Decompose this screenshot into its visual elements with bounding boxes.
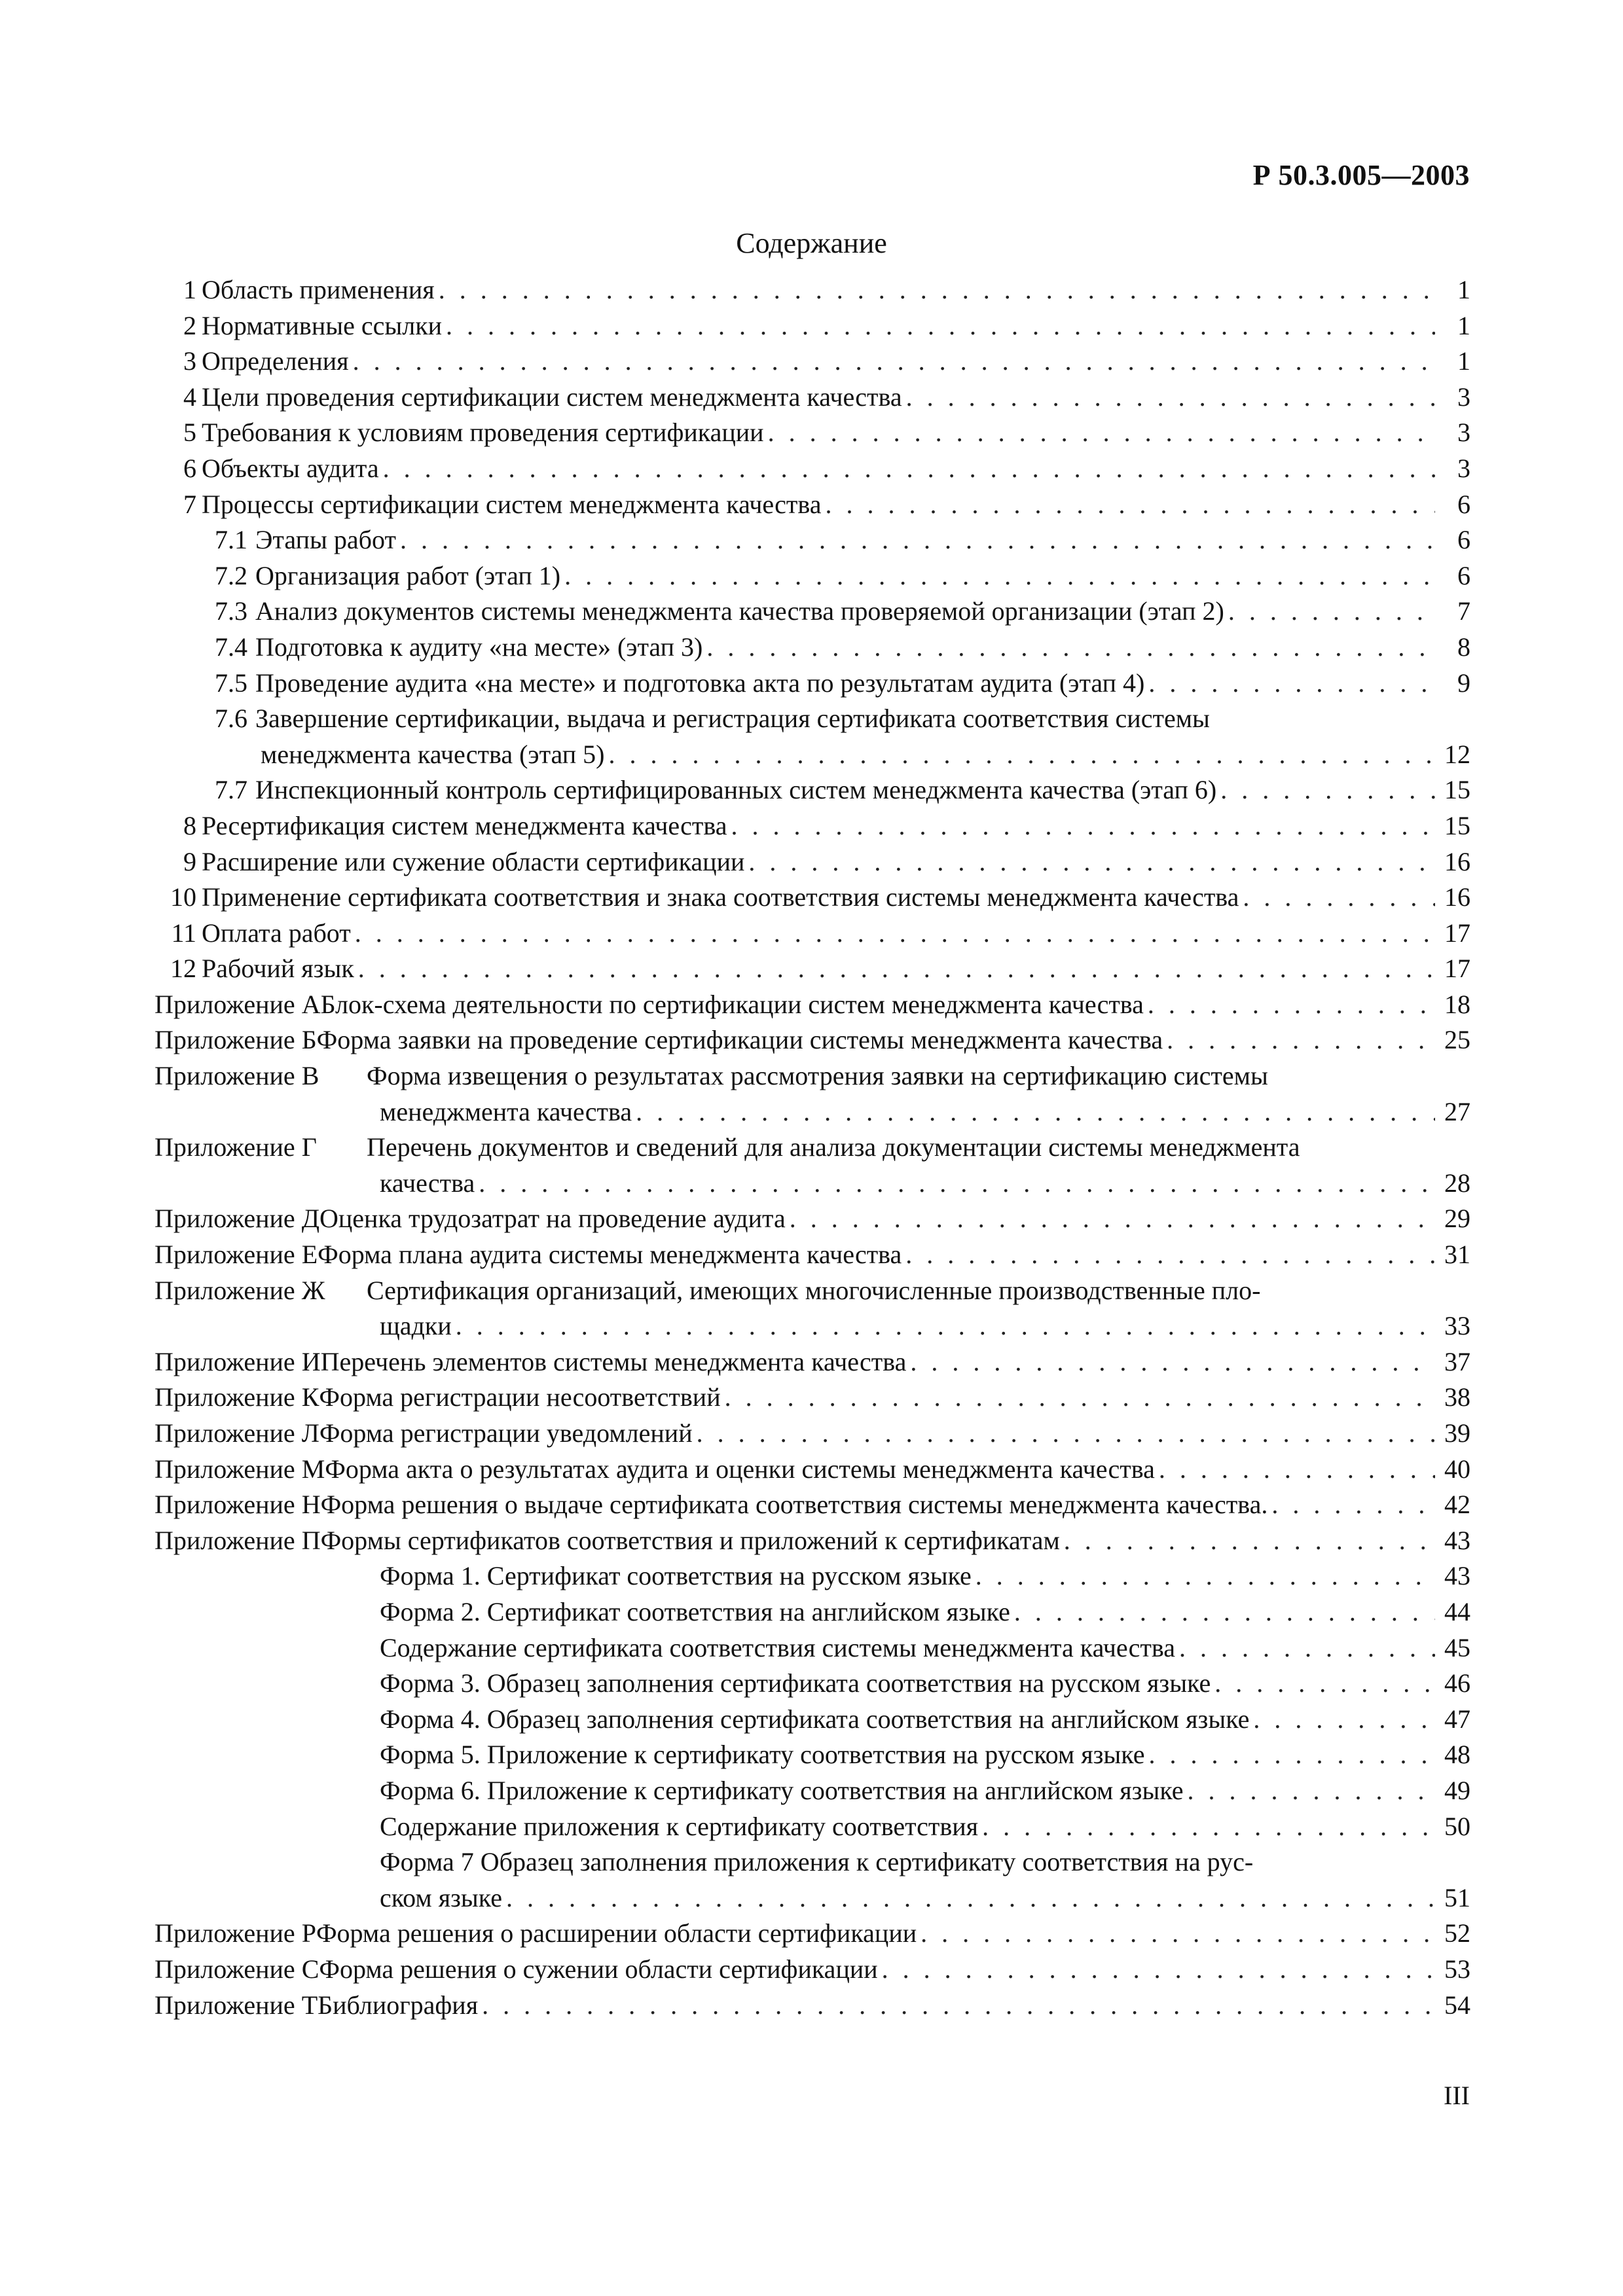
- toc-entry-number: 7: [183, 489, 196, 519]
- toc-entry-label: [155, 987, 1470, 1023]
- toc-entry-text: Содержание сертификата соответствия системы менеджмента качества: [380, 1632, 1175, 1662]
- toc-leader-dots: [383, 451, 1435, 487]
- toc-entry-page: 44: [1444, 1596, 1470, 1626]
- toc-entry-text: Форма плана аудита системы менеджмента качества: [318, 1240, 902, 1270]
- toc-entry: [149, 1558, 1470, 1594]
- toc-entry-label: [202, 415, 1470, 451]
- toc-leader-dots: [1014, 1594, 1435, 1630]
- toc-leader-dots: [731, 808, 1435, 844]
- toc-entry: [149, 1452, 1470, 1488]
- toc-entry: [149, 1809, 1470, 1845]
- toc-entry-label: [202, 272, 1470, 308]
- toc-leader-dots: [609, 737, 1436, 773]
- toc-entry-label: [155, 1416, 1470, 1452]
- toc-entry-text: Форма акта о результатах аудита и оценки системы менеджмента качества: [325, 1454, 1155, 1484]
- toc-entry-page: 7: [1457, 596, 1470, 626]
- toc-entry-number: 10: [170, 882, 196, 912]
- toc-leader-dots: [748, 844, 1435, 880]
- toc-leader-dots: [456, 1308, 1435, 1344]
- toc-entry-text: Сертификация организаций, имеющих многочисленные производственные пло-: [367, 1275, 1261, 1305]
- toc-entry-page: 43: [1444, 1525, 1470, 1555]
- toc-entry-text: Форма заявки на проведение сертификации системы менеджмента качества: [316, 1025, 1163, 1055]
- page-number: III: [1444, 2081, 1470, 2110]
- toc-entry-page: 3: [1457, 382, 1470, 412]
- toc-entry: [149, 1308, 1470, 1344]
- toc-entry-text: Требования к условиям проведения сертификации: [202, 418, 764, 448]
- toc-entry: [149, 951, 1470, 987]
- toc-entry-label: [255, 594, 1470, 630]
- toc-entry: [149, 1702, 1470, 1738]
- toc-appendix-name: Приложение П: [155, 1525, 321, 1555]
- toc-entry-label: [255, 701, 1470, 737]
- toc-entry-page: 8: [1457, 632, 1470, 662]
- toc-entry-label: [202, 308, 1470, 344]
- toc-entry-page: 29: [1444, 1204, 1470, 1234]
- toc-entry-number: 1: [183, 275, 196, 304]
- toc-entry-label: [155, 1058, 1470, 1094]
- toc-entry-page: 9: [1457, 668, 1470, 698]
- toc-entry-page: 6: [1457, 525, 1470, 555]
- toc-leader-dots: [564, 558, 1435, 594]
- toc-entry-page: 51: [1444, 1882, 1470, 1912]
- toc-entry-number: 11: [171, 918, 196, 948]
- toc-entry-text: Оплата работ: [202, 918, 351, 948]
- toc-leader-dots: [790, 1201, 1435, 1237]
- toc-leader-dots: [1179, 1630, 1435, 1666]
- toc-entry-label: [255, 772, 1470, 808]
- toc-entry-text: Форма 4. Образец заполнения сертификата соответствия на английском языке: [380, 1704, 1250, 1734]
- toc-entry-number: 5: [183, 418, 196, 448]
- toc-entry-text: Форма регистрации уведомлений: [319, 1418, 693, 1448]
- toc-entry-text: Рабочий язык: [202, 954, 354, 984]
- toc-entry-page: 6: [1457, 560, 1470, 590]
- toc-entry-label: [155, 1237, 1470, 1273]
- toc-entry-label: [155, 1130, 1470, 1166]
- toc-entry: [149, 380, 1470, 416]
- toc-entry: [149, 1844, 1470, 1880]
- toc-entry: [149, 1594, 1470, 1630]
- toc-entry: [149, 558, 1470, 594]
- toc-entry-label: [380, 1809, 1470, 1845]
- toc-entry-text: Цели проведения сертификации систем менеджмента качества: [202, 382, 902, 412]
- toc-entry-page: 50: [1444, 1811, 1470, 1841]
- toc-leader-dots: [439, 272, 1435, 308]
- toc-entry-label: [202, 451, 1470, 487]
- toc-leader-dots: [353, 344, 1435, 380]
- toc-entry-text: Объекты аудита: [202, 453, 379, 483]
- toc-entry-text: Форма 6. Приложение к сертификату соответствия на английском языке: [380, 1775, 1184, 1805]
- toc-entry: [149, 1058, 1470, 1094]
- toc-entry-label: [202, 880, 1470, 916]
- toc-appendix-name: Приложение Г: [155, 1132, 317, 1162]
- toc-leader-dots: [355, 916, 1435, 952]
- toc-entry-page: 16: [1444, 846, 1470, 876]
- toc-entry-label: [155, 1952, 1470, 1988]
- toc-entry-text: Блок-схема деятельности по сертификации систем менеджмента качества: [320, 989, 1144, 1019]
- toc-entry-label: [202, 380, 1470, 416]
- toc-entry: [149, 594, 1470, 630]
- toc-entry: [149, 1630, 1470, 1666]
- toc-entry-text: Оценка трудозатрат на проведение аудита: [319, 1204, 786, 1234]
- toc-entry-page: 3: [1457, 418, 1470, 448]
- toc-entry-number: 7.4: [215, 632, 247, 662]
- toc-entry-text: Форма решения о расширении области сертификации: [316, 1918, 917, 1948]
- toc-entry-page: 39: [1444, 1418, 1470, 1448]
- toc-entry-number: 6: [183, 453, 196, 483]
- toc-entry-page: 6: [1457, 489, 1470, 519]
- toc-entry-page: 40: [1444, 1454, 1470, 1484]
- toc-entry-page: 1: [1457, 346, 1470, 376]
- toc-entry-text: менеджмента качества (этап 5): [261, 739, 605, 769]
- toc-entry-number: 4: [183, 382, 196, 412]
- toc-appendix-name: Приложение Н: [155, 1490, 321, 1520]
- toc-leader-dots: [706, 630, 1435, 666]
- toc-entry-number: 7.6: [215, 704, 247, 734]
- toc-entry: [149, 1487, 1470, 1523]
- toc-entry: [149, 916, 1470, 952]
- toc-leader-dots: [976, 1558, 1435, 1594]
- toc-entry-text: Определения: [202, 346, 349, 376]
- toc-entry-text: Подготовка к аудиту «на месте» (этап 3): [255, 632, 703, 662]
- toc-entry-text: Область применения: [202, 275, 435, 304]
- toc-entry: [149, 1666, 1470, 1702]
- toc-entry-text: Инспекционный контроль сертифицированных систем менеджмента качества (этап 6): [255, 775, 1217, 805]
- toc-entry-page: 31: [1444, 1240, 1470, 1270]
- toc-appendix-name: Приложение С: [155, 1954, 319, 1984]
- toc-appendix-name: Приложение М: [155, 1454, 325, 1484]
- toc-appendix-name: Приложение Б: [155, 1025, 317, 1055]
- toc-entry-page: 18: [1444, 989, 1470, 1019]
- toc-appendix-name: Приложение Е: [155, 1240, 318, 1270]
- toc-entry-label: [155, 1916, 1470, 1952]
- toc-entry-label: [155, 1487, 1470, 1523]
- toc-entry-page: 15: [1444, 810, 1470, 840]
- toc-entry-label: [380, 1773, 1470, 1809]
- toc-entry-label: [155, 1523, 1470, 1559]
- toc-entry: [149, 772, 1470, 808]
- toc-entry: [149, 1237, 1470, 1273]
- toc-entry-text: Ресертификация систем менеджмента качества: [202, 810, 727, 840]
- toc-entry-page: 28: [1444, 1168, 1470, 1198]
- toc-leader-dots: [479, 1166, 1435, 1202]
- toc-entry: [149, 1988, 1470, 2024]
- toc-title: Содержание: [736, 227, 887, 259]
- toc-entry: [149, 666, 1470, 702]
- toc-entry: [149, 844, 1470, 880]
- toc-entry-label: [202, 808, 1470, 844]
- toc-appendix-name: Приложение Р: [155, 1918, 316, 1948]
- toc-appendix-name: Приложение Л: [155, 1418, 319, 1448]
- toc-leader-dots: [697, 1416, 1435, 1452]
- toc-entry-number: 2: [183, 310, 196, 340]
- toc-entry-label: [155, 1201, 1470, 1237]
- toc-entry-label: [155, 1273, 1470, 1309]
- toc-appendix-name: Приложение Т: [155, 1990, 318, 2020]
- toc-entry: [149, 1166, 1470, 1202]
- toc-entry-text: Нормативные ссылки: [202, 310, 443, 340]
- toc-entry: [149, 737, 1470, 773]
- toc-entry-page: 16: [1444, 882, 1470, 912]
- toc-appendix-name: Приложение В: [155, 1061, 319, 1091]
- toc-leader-dots: [1064, 1523, 1435, 1559]
- toc-leader-dots: [1188, 1773, 1435, 1809]
- toc-entry-page: 17: [1444, 954, 1470, 984]
- toc-entry-page: 27: [1444, 1096, 1470, 1126]
- toc-entry-page: 3: [1457, 453, 1470, 483]
- toc-leader-dots: [1159, 1452, 1435, 1488]
- toc-entry-text: Перечень документов и сведений для анализа документации системы менеджмента: [367, 1132, 1300, 1162]
- toc-leader-dots: [446, 308, 1435, 344]
- toc-entry-text: Формы сертификатов соответствия и приложений к сертификатам: [320, 1525, 1060, 1555]
- toc-entry-page: 48: [1444, 1740, 1470, 1770]
- toc-entry-label: [255, 558, 1470, 594]
- toc-entry-page: 1: [1457, 310, 1470, 340]
- toc-entry-label: [202, 344, 1470, 380]
- toc-entry-number: 3: [183, 346, 196, 376]
- toc-entry-number: 7.2: [215, 560, 247, 590]
- toc-entry-page: 54: [1444, 1990, 1470, 2020]
- toc-entry-label: [155, 1380, 1470, 1416]
- toc-leader-dots: [910, 1344, 1435, 1380]
- toc-leader-dots: [506, 1880, 1435, 1916]
- toc-entry-label: [155, 1452, 1470, 1488]
- toc-entry-page: 52: [1444, 1918, 1470, 1948]
- toc-entry: [149, 701, 1470, 737]
- toc-entry-page: 12: [1444, 739, 1470, 769]
- toc-entry: [149, 522, 1470, 558]
- toc-entry-page: 25: [1444, 1025, 1470, 1055]
- toc-entry-label: [255, 630, 1470, 666]
- toc-entry: [149, 987, 1470, 1023]
- toc-entry: [149, 1952, 1470, 1988]
- toc-leader-dots: [482, 1988, 1435, 2024]
- toc-leader-dots: [1167, 1022, 1435, 1058]
- toc-entry-label: [380, 1558, 1470, 1594]
- toc-appendix-name: Приложение И: [155, 1346, 321, 1376]
- toc-entry-page: 46: [1444, 1668, 1470, 1698]
- toc-entry-label: [202, 487, 1470, 523]
- toc-entry-label: [255, 666, 1470, 702]
- toc-entry: [149, 1273, 1470, 1309]
- toc-entry-text: Организация работ (этап 1): [255, 560, 561, 590]
- toc-entry: [149, 1880, 1470, 1916]
- toc-entry-label: [202, 844, 1470, 880]
- toc-appendix-name: Приложение Д: [155, 1204, 319, 1234]
- toc-entry-text: Форма 1. Сертификат соответствия на русском языке: [380, 1561, 972, 1591]
- toc-appendix-name: Приложение Ж: [155, 1275, 325, 1305]
- toc-appendix-name: Приложение К: [155, 1382, 319, 1412]
- toc-entry-number: 7.7: [215, 775, 247, 805]
- toc-entry-number: 7.5: [215, 668, 247, 698]
- toc-entry-label: [380, 1094, 1470, 1130]
- toc-entry-text: Библиография: [318, 1990, 479, 2020]
- toc-leader-dots: [1220, 772, 1435, 808]
- toc-entry-label: [261, 737, 1470, 773]
- toc-leader-dots: [1243, 880, 1435, 916]
- toc-leader-dots: [636, 1094, 1435, 1130]
- toc-entry-label: [380, 1166, 1470, 1202]
- toc-entry-text: Форма решения о выдаче сертификата соответствия системы менеджмента качества.: [320, 1490, 1268, 1520]
- table-of-contents: [149, 272, 1470, 2023]
- toc-entry-text: Форма 5. Приложение к сертификату соответствия на русском языке: [380, 1740, 1145, 1770]
- toc-entry-page: 38: [1444, 1382, 1470, 1412]
- toc-leader-dots: [1253, 1702, 1435, 1738]
- toc-entry: [149, 272, 1470, 308]
- toc-leader-dots: [906, 380, 1435, 416]
- toc-entry-page: 45: [1444, 1632, 1470, 1662]
- toc-leader-dots: [921, 1916, 1435, 1952]
- toc-entry: [149, 1201, 1470, 1237]
- toc-entry-text: Форма 3. Образец заполнения сертификата соответствия на русском языке: [380, 1668, 1211, 1698]
- toc-entry-text: Применение сертификата соответствия и знака соответствия системы менеджмента качества: [202, 882, 1239, 912]
- toc-entry: [149, 487, 1470, 523]
- toc-entry-page: 37: [1444, 1346, 1470, 1376]
- toc-entry-label: [380, 1737, 1470, 1773]
- toc-entry-text: Форма решения о сужении области сертификации: [319, 1954, 878, 1984]
- toc-entry-page: 15: [1444, 775, 1470, 805]
- toc-entry-number: 7.3: [215, 596, 247, 626]
- toc-entry-page: 1: [1457, 275, 1470, 304]
- toc-entry: [149, 1523, 1470, 1559]
- toc-entry-text: Перечень элементов системы менеджмента качества: [320, 1346, 907, 1376]
- toc-entry: [149, 808, 1470, 844]
- toc-entry-label: [380, 1844, 1470, 1880]
- toc-entry-label: [155, 1344, 1470, 1380]
- toc-entry: [149, 1022, 1470, 1058]
- toc-entry: [149, 1130, 1470, 1166]
- toc-entry-text: Этапы работ: [255, 525, 396, 555]
- toc-entry-text: Содержание приложения к сертификату соответствия: [380, 1811, 979, 1841]
- toc-entry: [149, 344, 1470, 380]
- toc-leader-dots: [768, 415, 1435, 451]
- toc-entry-page: 47: [1444, 1704, 1470, 1734]
- toc-entry-text: Проведение аудита «на месте» и подготовка акта по результатам аудита (этап 4): [255, 668, 1145, 698]
- toc-entry-number: 12: [170, 954, 196, 984]
- toc-entry-label: [202, 916, 1470, 952]
- toc-entry-page: 33: [1444, 1311, 1470, 1341]
- toc-entry: [149, 1344, 1470, 1380]
- toc-appendix-name: Приложение А: [155, 989, 321, 1019]
- toc-entry: [149, 308, 1470, 344]
- toc-entry-page: 42: [1444, 1490, 1470, 1520]
- toc-leader-dots: [725, 1380, 1435, 1416]
- toc-entry-label: [380, 1666, 1470, 1702]
- toc-entry-label: [155, 1988, 1470, 2024]
- toc-leader-dots: [400, 522, 1435, 558]
- toc-leader-dots: [1148, 666, 1435, 702]
- toc-leader-dots: [1228, 594, 1435, 630]
- toc-entry-label: [380, 1630, 1470, 1666]
- toc-entry-text: ском языке: [380, 1882, 502, 1912]
- toc-entry: [149, 1416, 1470, 1452]
- toc-entry-label: [380, 1594, 1470, 1630]
- toc-entry-label: [380, 1880, 1470, 1916]
- toc-entry-number: 7.1: [215, 525, 247, 555]
- toc-entry-text: Расширение или сужение области сертификации: [202, 846, 745, 876]
- toc-entry: [149, 1094, 1470, 1130]
- toc-entry-page: 49: [1444, 1775, 1470, 1805]
- toc-leader-dots: [882, 1952, 1435, 1988]
- toc-entry-text: Завершение сертификации, выдача и регистрация сертификата соответствия системы: [255, 704, 1210, 734]
- toc-entry: [149, 880, 1470, 916]
- toc-entry-text: качества: [380, 1168, 475, 1198]
- toc-entry: [149, 451, 1470, 487]
- toc-entry-text: Процессы сертификации систем менеджмента качества: [202, 489, 822, 519]
- toc-entry-page: 17: [1444, 918, 1470, 948]
- toc-leader-dots: [982, 1809, 1435, 1845]
- toc-entry-label: [202, 951, 1470, 987]
- toc-entry-label: [380, 1308, 1470, 1344]
- toc-entry-number: 8: [183, 810, 196, 840]
- toc-leader-dots: [1148, 1737, 1435, 1773]
- toc-entry-text: Форма 7 Образец заполнения приложения к сертификату соответствия на рус-: [380, 1847, 1254, 1877]
- toc-entry: [149, 1916, 1470, 1952]
- toc-entry-text: Форма регистрации несоответствий: [319, 1382, 721, 1412]
- toc-leader-dots: [825, 487, 1435, 523]
- toc-entry-label: [380, 1702, 1470, 1738]
- toc-entry-number: 9: [183, 846, 196, 876]
- toc-entry: [149, 630, 1470, 666]
- toc-leader-dots: [905, 1237, 1435, 1273]
- toc-leader-dots: [1271, 1487, 1435, 1523]
- toc-entry-label: [155, 1022, 1470, 1058]
- toc-entry-text: Форма 2. Сертификат соответствия на английском языке: [380, 1596, 1010, 1626]
- toc-entry-text: менеджмента качества: [380, 1096, 632, 1126]
- toc-leader-dots: [358, 951, 1435, 987]
- toc-entry: [149, 1737, 1470, 1773]
- toc-entry-page: 53: [1444, 1954, 1470, 1984]
- toc-entry: [149, 1380, 1470, 1416]
- toc-entry-text: щадки: [380, 1311, 452, 1341]
- toc-entry: [149, 415, 1470, 451]
- toc-leader-dots: [1148, 987, 1435, 1023]
- toc-entry-text: Анализ документов системы менеджмента качества проверяемой организации (этап 2): [255, 596, 1224, 626]
- document-code: Р 50.3.005—2003: [1252, 159, 1470, 191]
- toc-leader-dots: [1214, 1666, 1435, 1702]
- toc-entry-text: Форма извещения о результатах рассмотрения заявки на сертификацию системы: [367, 1061, 1268, 1091]
- toc-entry-label: [255, 522, 1470, 558]
- toc-entry-page: 43: [1444, 1561, 1470, 1591]
- toc-entry: [149, 1773, 1470, 1809]
